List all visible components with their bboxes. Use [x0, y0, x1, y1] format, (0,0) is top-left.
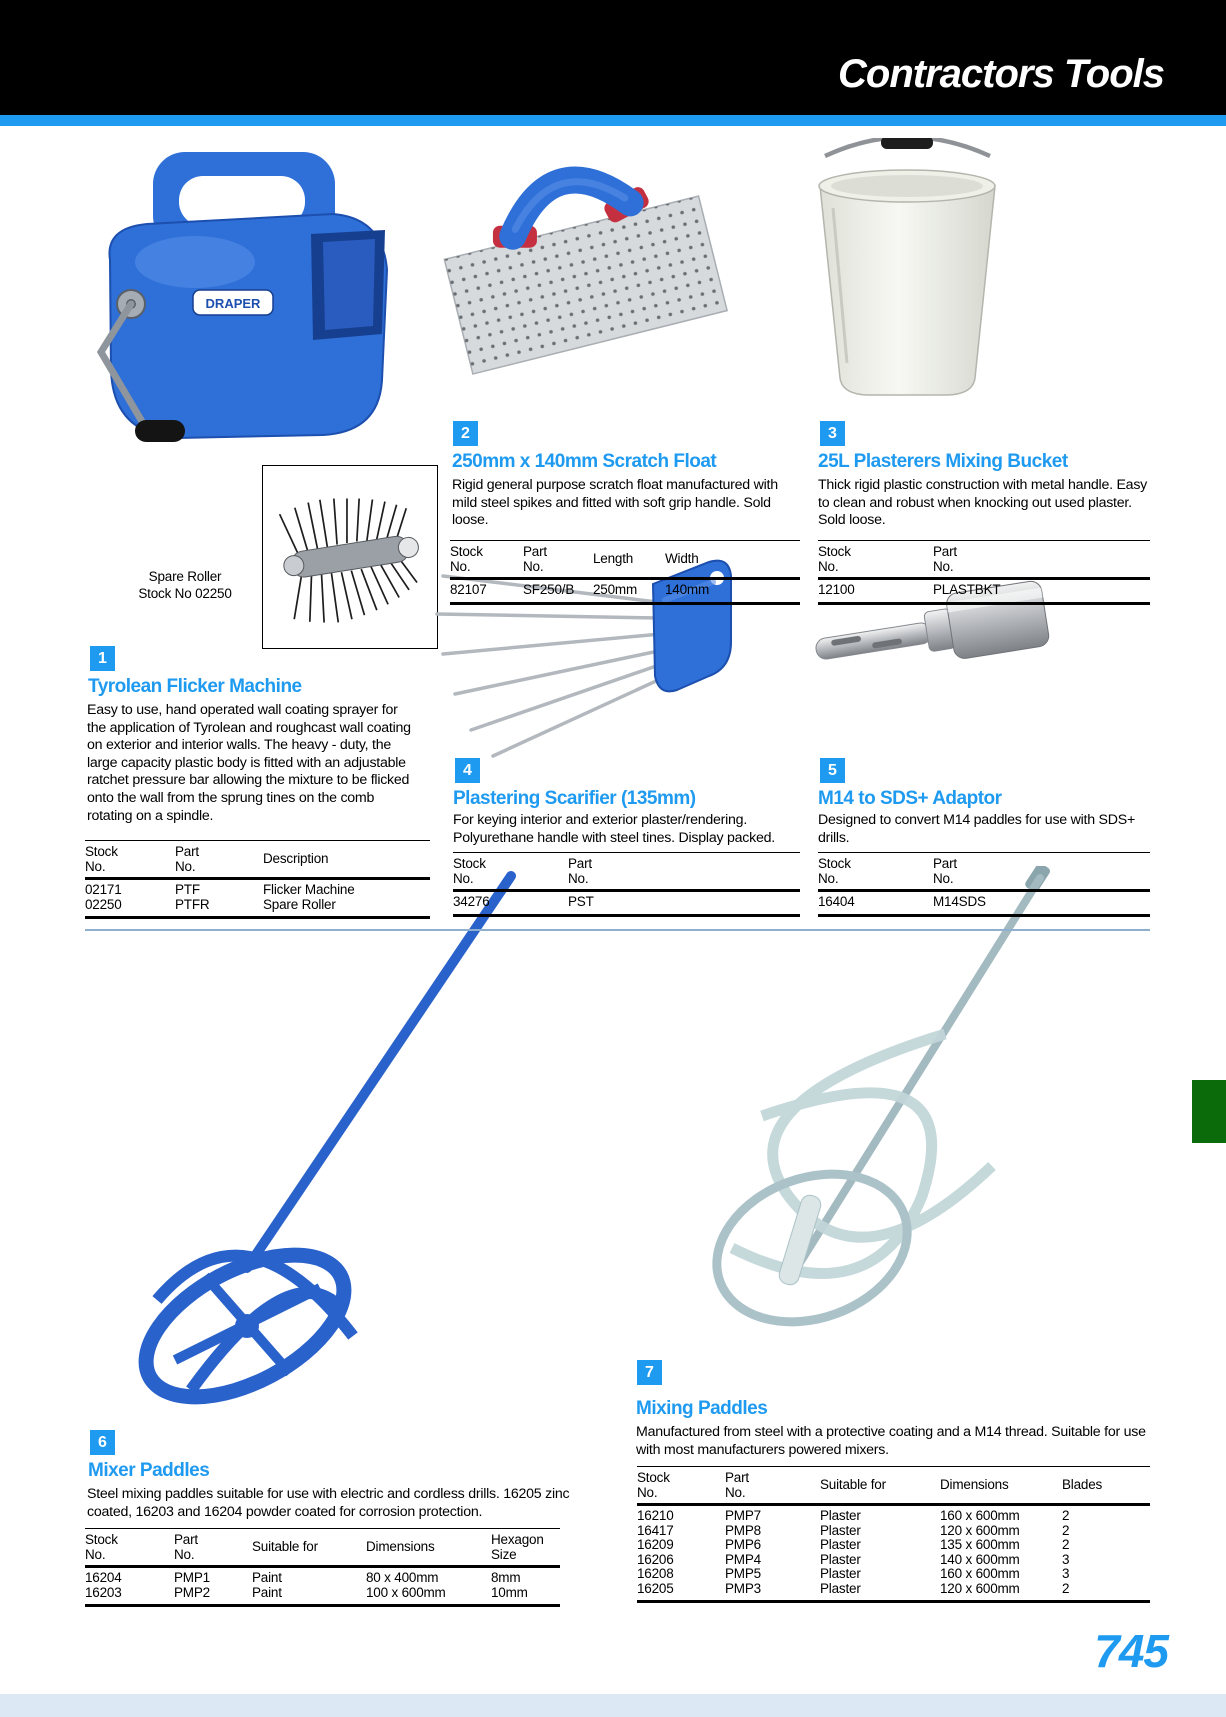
table-row [637, 1567, 1150, 1582]
table-cell: 2 [1062, 1537, 1070, 1552]
column-header-part: Part No. [933, 856, 957, 886]
column-header-stock: Stock No. [818, 856, 851, 886]
product-7-table [637, 1466, 1150, 1603]
table-header-row [818, 541, 1150, 580]
product-2-badge: 2 [453, 421, 478, 446]
table-cell: 16210 [637, 1508, 674, 1523]
product-4-table [453, 852, 800, 917]
table-cell: Plaster [820, 1537, 861, 1552]
product-5-description: Designed to convert M14 paddles for use with SDS+ drills. [818, 812, 1135, 846]
mixer-paddle-image [95, 868, 525, 1413]
table-body [450, 580, 800, 605]
table-cell: PMP5 [725, 1566, 761, 1581]
table-cell: 8mm [491, 1570, 521, 1585]
table-cell: M14SDS [933, 894, 986, 909]
column-header-blades: Blades [1062, 1477, 1103, 1493]
column-header-stock: Stock No. [637, 1470, 670, 1500]
table-cell: 2 [1062, 1522, 1070, 1538]
column-header-stock: Stock No. [85, 844, 118, 874]
table-cell: 80 x 400mm [366, 1570, 439, 1585]
table-header-row [637, 1467, 1150, 1506]
table-cell: 120 x 600mm [940, 1580, 1020, 1596]
table-cell: Paint [252, 1584, 282, 1600]
table-body [818, 892, 1150, 917]
product-1-title: Tyrolean Flicker Machine [88, 676, 302, 697]
table-cell: Plaster [820, 1566, 861, 1581]
table-cell: 16206 [637, 1551, 674, 1567]
table-body [85, 880, 430, 919]
product-5-title: M14 to SDS+ Adaptor [818, 788, 1002, 809]
table-cell: Plaster [820, 1522, 861, 1538]
section-color-tab [1192, 1080, 1226, 1143]
product-6-badge: 6 [90, 1430, 115, 1455]
table-cell: PMP7 [725, 1508, 761, 1523]
column-header-description: Description [263, 851, 329, 867]
column-header-length: Length [593, 551, 634, 567]
table-row [85, 883, 430, 898]
product-5-badge: 5 [820, 758, 845, 783]
product-3-badge: 3 [820, 421, 845, 446]
table-cell: 82107 [450, 582, 487, 597]
table-row [818, 583, 1150, 598]
table-cell: 16204 [85, 1570, 122, 1585]
table-row [637, 1582, 1150, 1597]
column-header-stock: Stock No. [453, 856, 486, 886]
product-4-description: For keying interior and exterior plaster/rendering. Polyurethane handle with steel tines. Display packed. [453, 812, 775, 846]
table-cell: 3 [1062, 1566, 1070, 1581]
flicker-machine-image [85, 142, 400, 472]
table-row [637, 1509, 1150, 1524]
column-header-hexagon-size: Hexagon Size [491, 1532, 544, 1562]
table-cell: PST [568, 894, 594, 909]
column-header-stock: Stock No. [818, 544, 851, 574]
brand-logo-text: DRAPER [205, 296, 261, 311]
column-header-dimensions: Dimensions [366, 1539, 435, 1555]
table-cell: PMP8 [725, 1522, 761, 1538]
table-cell: Flicker Machine [263, 882, 355, 897]
table-cell: PMP1 [174, 1570, 210, 1585]
table-row [85, 1571, 560, 1586]
section-divider [85, 929, 1150, 931]
table-cell: SF250/B [523, 582, 575, 597]
table-header-row [453, 853, 800, 892]
column-header-part: Part No. [523, 544, 547, 574]
table-cell: 100 x 600mm [366, 1584, 446, 1600]
product-6-table [85, 1528, 560, 1607]
column-header-part: Part No. [175, 844, 199, 874]
table-cell: Spare Roller [263, 896, 336, 912]
table-cell: Plaster [820, 1508, 861, 1523]
table-cell: 3 [1062, 1551, 1070, 1567]
table-cell: 02250 [85, 896, 122, 912]
table-cell: 120 x 600mm [940, 1522, 1020, 1538]
scratch-float-image [425, 148, 740, 393]
column-header-dimensions: Dimensions [940, 1477, 1009, 1493]
table-cell: 16404 [818, 894, 855, 909]
table-body [818, 580, 1150, 605]
footer-band [0, 1694, 1226, 1717]
table-cell: 02171 [85, 882, 122, 897]
product-2-table [450, 540, 800, 605]
product-1-description: Easy to use, hand operated wall coating sprayer for the application of Tyrolean and roughcast wall coating on exterior and interior walls. The heavy - duty, the large capacity plastic body is fitted with an adjustable ratchet pressure bar allowing the mixture to be flicked onto the wall from the sprung tines on the comb rotating on a spindle. [87, 702, 411, 824]
table-cell: PTFR [175, 896, 210, 912]
table-header-row [818, 853, 1150, 892]
table-cell: PMP2 [174, 1584, 210, 1600]
table-header-row [85, 841, 430, 880]
spare-roller-image-frame [262, 465, 438, 649]
table-cell: 160 x 600mm [940, 1566, 1020, 1581]
table-cell: PLASTBKT [933, 582, 1001, 597]
product-1-badge: 1 [90, 646, 115, 671]
table-cell: 160 x 600mm [940, 1508, 1020, 1523]
table-cell: Plaster [820, 1580, 861, 1596]
product-6-description: Steel mixing paddles suitable for use with electric and cordless drills. 16205 zinc coated, 16203 and 16204 powder coated for corrosion protection. [87, 1486, 570, 1520]
table-cell: 16209 [637, 1537, 674, 1552]
table-cell: PMP6 [725, 1537, 761, 1552]
column-header-suitable-for: Suitable for [820, 1477, 886, 1493]
column-header-stock: Stock No. [85, 1532, 118, 1562]
column-header-part: Part No. [933, 544, 957, 574]
table-cell: PMP4 [725, 1551, 761, 1567]
table-body [637, 1506, 1150, 1603]
column-header-part: Part No. [174, 1532, 198, 1562]
mixing-bucket-image [795, 138, 1020, 403]
table-row [818, 895, 1150, 910]
table-cell: 2 [1062, 1508, 1070, 1523]
product-7-description: Manufactured from steel with a protective coating and a M14 thread. Suitable for use with most manufacturers powered mixers. [636, 1424, 1146, 1458]
table-cell: 140 x 600mm [940, 1551, 1020, 1567]
spare-roller-caption-line2: Stock No 02250 [138, 586, 232, 601]
product-3-description: Thick rigid plastic construction with metal handle. Easy to clean and robust when knocking out used plaster. Sold loose. [818, 477, 1148, 529]
table-cell: 16417 [637, 1522, 674, 1538]
table-row [85, 898, 430, 913]
table-cell: 16205 [637, 1580, 674, 1596]
table-row [637, 1524, 1150, 1539]
table-row [637, 1553, 1150, 1568]
table-cell: 140mm [665, 582, 710, 597]
table-cell: 135 x 600mm [940, 1537, 1020, 1552]
product-7-title: Mixing Paddles [636, 1398, 768, 1419]
product-3-title: 25L Plasterers Mixing Bucket [818, 451, 1068, 472]
table-cell: PTF [175, 882, 200, 897]
table-cell: Paint [252, 1570, 282, 1585]
product-6-title: Mixer Paddles [88, 1460, 210, 1481]
table-row [453, 895, 800, 910]
table-body [453, 892, 800, 917]
table-cell: 250mm [593, 582, 638, 597]
column-header-suitable-for: Suitable for [252, 1539, 318, 1555]
table-cell: 2 [1062, 1580, 1070, 1596]
product-2-description: Rigid general purpose scratch float manufactured with mild steel spikes and fitted with soft grip handle. Sold loose. [452, 477, 778, 529]
table-row [85, 1586, 560, 1601]
column-header-part: Part No. [568, 856, 592, 886]
table-row [637, 1538, 1150, 1553]
product-3-table [818, 540, 1150, 605]
product-1-table [85, 840, 430, 919]
table-cell: 16208 [637, 1566, 674, 1581]
product-7-badge: 7 [637, 1360, 662, 1385]
product-2-title: 250mm x 140mm Scratch Float [452, 451, 717, 472]
table-cell: 10mm [491, 1584, 528, 1600]
product-4-title: Plastering Scarifier (135mm) [453, 788, 696, 809]
column-header-width: Width [665, 551, 699, 567]
table-row [450, 583, 800, 598]
product-5-table [818, 852, 1150, 917]
column-header-part: Part No. [725, 1470, 749, 1500]
header-accent-stripe [0, 115, 1226, 126]
page-header [0, 0, 1226, 115]
table-cell: Plaster [820, 1551, 861, 1567]
product-4-badge: 4 [455, 758, 480, 783]
table-cell: 12100 [818, 582, 855, 597]
spare-roller-caption [115, 568, 255, 602]
mixing-paddle-image [640, 866, 1070, 1356]
page-title: Contractors Tools [838, 52, 1164, 96]
page-number: 745 [1094, 1625, 1168, 1677]
table-body [85, 1568, 560, 1607]
table-cell: PMP3 [725, 1580, 761, 1596]
column-header-stock: Stock No. [450, 544, 483, 574]
table-header-row [450, 541, 800, 580]
table-cell: 16203 [85, 1584, 122, 1600]
spare-roller-caption-line1: Spare Roller [148, 569, 222, 584]
table-cell: 34276 [453, 894, 490, 909]
table-header-row [85, 1529, 560, 1568]
spare-roller-image [263, 466, 434, 645]
